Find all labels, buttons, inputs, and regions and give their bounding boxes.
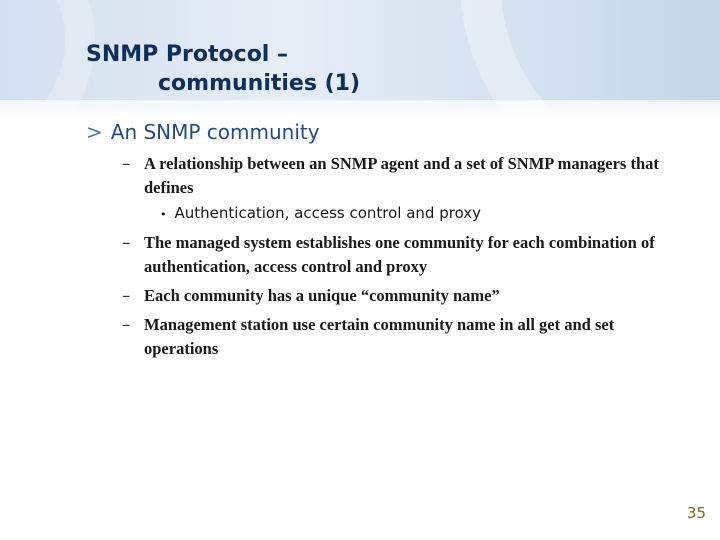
chevron-bullet-icon: > <box>86 120 103 144</box>
list-item <box>122 313 682 361</box>
sub-bullet <box>160 204 481 222</box>
list-item-text: Each community has a unique “community name” <box>144 286 500 305</box>
dash-bullet-icon: – <box>122 154 131 173</box>
dot-bullet-icon: • <box>160 208 167 221</box>
dash-bullet-icon: – <box>122 315 131 334</box>
page-number: 35 <box>686 504 706 522</box>
list-item <box>122 152 682 200</box>
slide-title <box>86 40 546 98</box>
list-item <box>122 231 682 279</box>
list-item-text: The managed system establishes one community for each combination of authentication, access control and proxy <box>144 233 655 276</box>
list-item-text: Management station use certain community name in all get and set operations <box>144 315 615 358</box>
dash-bullet-icon: – <box>122 233 131 252</box>
list-item-text: A relationship between an SNMP agent and a set of SNMP managers that defines <box>144 154 659 197</box>
title-line-2: communities (1) <box>158 71 361 96</box>
title-line-1: SNMP Protocol – <box>86 42 289 67</box>
list-item <box>122 284 682 308</box>
level1-bullet <box>86 120 320 144</box>
sub-bullet-text: Authentication, access control and proxy <box>174 204 482 222</box>
dash-bullet-icon: – <box>122 286 131 305</box>
level1-text: An SNMP community <box>110 120 320 144</box>
